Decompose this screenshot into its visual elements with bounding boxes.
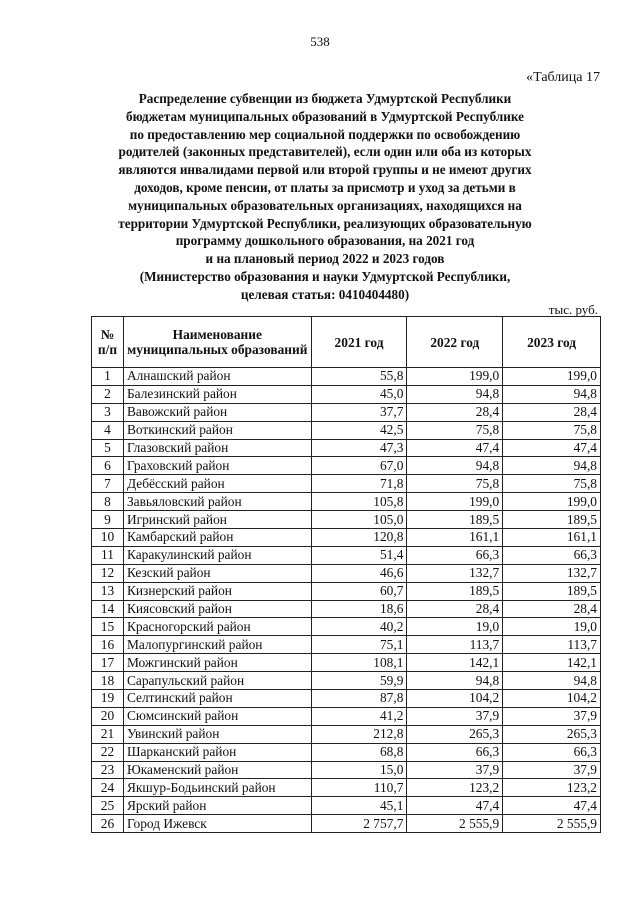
row-number: 18 [92, 672, 124, 690]
municipality-name: Завьяловский район [123, 493, 311, 511]
table-row [92, 743, 601, 761]
row-number: 5 [92, 439, 124, 457]
table-row [92, 385, 601, 403]
value-2021: 47,3 [311, 439, 407, 457]
municipality-name: Кезский район [123, 564, 311, 582]
value-2022: 37,9 [407, 707, 503, 725]
municipality-name: Сюмсинский район [123, 707, 311, 725]
value-2022: 94,8 [407, 457, 503, 475]
row-number: 16 [92, 636, 124, 654]
value-2023: 199,0 [503, 493, 601, 511]
value-2021: 41,2 [311, 707, 407, 725]
title-line: и на плановый период 2022 и 2023 годов [205, 251, 445, 267]
value-2022: 104,2 [407, 690, 503, 708]
value-2023: 75,8 [503, 421, 601, 439]
table-header-row [92, 317, 601, 368]
value-2022: 142,1 [407, 654, 503, 672]
value-2022: 66,3 [407, 546, 503, 564]
row-number: 9 [92, 511, 124, 529]
municipality-name: Увинский район [123, 725, 311, 743]
value-2023: 37,9 [503, 707, 601, 725]
header-num: № п/п [92, 317, 124, 368]
row-number: 26 [92, 815, 124, 833]
value-2021: 46,6 [311, 564, 407, 582]
title-line: муниципальных образовательных организациях, находящихся на [128, 197, 522, 213]
value-2022: 75,8 [407, 475, 503, 493]
table-row [92, 779, 601, 797]
title-line: программу дошкольного образования, на 2021 год [175, 233, 475, 249]
value-2021: 18,6 [311, 600, 407, 618]
value-2023: 28,4 [503, 600, 601, 618]
row-number: 8 [92, 493, 124, 511]
value-2021: 37,7 [311, 403, 407, 421]
row-number: 11 [92, 546, 124, 564]
document-title [60, 90, 590, 304]
title-line: доходов, кроме пенсии, от платы за присмотр и уход за детьми в [134, 179, 516, 195]
value-2022: 189,5 [407, 511, 503, 529]
row-number: 22 [92, 743, 124, 761]
title-line: Распределение субвенции из бюджета Удмуртской Республики [138, 91, 512, 106]
row-number: 6 [92, 457, 124, 475]
value-2022: 113,7 [407, 636, 503, 654]
value-2022: 199,0 [407, 368, 503, 386]
municipality-name: Сарапульский район [123, 672, 311, 690]
value-2023: 66,3 [503, 743, 601, 761]
value-2022: 123,2 [407, 779, 503, 797]
value-2023: 113,7 [503, 636, 601, 654]
value-2021: 42,5 [311, 421, 407, 439]
municipality-name: Юкаменский район [123, 761, 311, 779]
table-label: «Таблица 17 [526, 70, 600, 85]
table-row [92, 707, 601, 725]
value-2021: 105,0 [311, 511, 407, 529]
title-line: территории Удмуртской Республики, реализующих образовательную [118, 215, 532, 231]
value-2021: 105,8 [311, 493, 407, 511]
value-2023: 123,2 [503, 779, 601, 797]
value-2023: 265,3 [503, 725, 601, 743]
table-row [92, 421, 601, 439]
value-2021: 45,1 [311, 797, 407, 815]
value-2022: 2 555,9 [407, 815, 503, 833]
row-number: 2 [92, 385, 124, 403]
value-2022: 47,4 [407, 439, 503, 457]
value-2022: 94,8 [407, 672, 503, 690]
row-number: 10 [92, 529, 124, 547]
units-label: тыс. руб. [548, 302, 598, 317]
municipality-name: Дебёсский район [123, 475, 311, 493]
title-line: родителей (законных представителей), если один или оба из которых [118, 144, 532, 160]
value-2023: 132,7 [503, 564, 601, 582]
municipality-name: Алнашский район [123, 368, 311, 386]
value-2022: 189,5 [407, 582, 503, 600]
table-row [92, 511, 601, 529]
value-2021: 15,0 [311, 761, 407, 779]
value-2023: 75,8 [503, 475, 601, 493]
municipality-name: Балезинский район [123, 385, 311, 403]
value-2022: 19,0 [407, 618, 503, 636]
value-2021: 87,8 [311, 690, 407, 708]
row-number: 23 [92, 761, 124, 779]
value-2022: 37,9 [407, 761, 503, 779]
row-number: 3 [92, 403, 124, 421]
value-2023: 94,8 [503, 457, 601, 475]
table-row [92, 546, 601, 564]
value-2022: 132,7 [407, 564, 503, 582]
value-2021: 60,7 [311, 582, 407, 600]
row-number: 14 [92, 600, 124, 618]
municipality-name: Вавожский район [123, 403, 311, 421]
municipality-name: Камбарский район [123, 529, 311, 547]
row-number: 17 [92, 654, 124, 672]
value-2023: 37,9 [503, 761, 601, 779]
value-2021: 2 757,7 [311, 815, 407, 833]
value-2023: 19,0 [503, 618, 601, 636]
table-row [92, 797, 601, 815]
table-row [92, 672, 601, 690]
value-2022: 94,8 [407, 385, 503, 403]
value-2021: 45,0 [311, 385, 407, 403]
value-2022: 265,3 [407, 725, 503, 743]
row-number: 7 [92, 475, 124, 493]
value-2023: 94,8 [503, 385, 601, 403]
table-body [92, 368, 601, 833]
value-2022: 75,8 [407, 421, 503, 439]
row-number: 15 [92, 618, 124, 636]
row-number: 24 [92, 779, 124, 797]
row-number: 4 [92, 421, 124, 439]
row-number: 13 [92, 582, 124, 600]
value-2023: 104,2 [503, 690, 601, 708]
subvention-table [91, 316, 601, 833]
header-name: Наименование муниципальных образований [123, 317, 311, 368]
municipality-name: Каракулинский район [123, 546, 311, 564]
table-row [92, 761, 601, 779]
municipality-name: Якшур-Бодьинский район [123, 779, 311, 797]
title-line: бюджетам муниципальных образований в Удмуртской Республике [126, 108, 524, 124]
table-row [92, 403, 601, 421]
value-2022: 66,3 [407, 743, 503, 761]
table-row [92, 439, 601, 457]
table-row [92, 600, 601, 618]
value-2021: 108,1 [311, 654, 407, 672]
title-line: по предоставлению мер социальной поддержки по освобождению [129, 126, 521, 142]
value-2023: 94,8 [503, 672, 601, 690]
table-row [92, 529, 601, 547]
value-2021: 55,8 [311, 368, 407, 386]
municipality-name: Малопургинский район [123, 636, 311, 654]
value-2023: 142,1 [503, 654, 601, 672]
value-2023: 189,5 [503, 582, 601, 600]
row-number: 21 [92, 725, 124, 743]
value-2021: 51,4 [311, 546, 407, 564]
municipality-name: Игринский район [123, 511, 311, 529]
value-2023: 189,5 [503, 511, 601, 529]
page-number: 538 [310, 34, 330, 49]
table-row [92, 582, 601, 600]
value-2023: 161,1 [503, 529, 601, 547]
header-2021: 2021 год [311, 317, 407, 368]
municipality-name: Шарканский район [123, 743, 311, 761]
value-2023: 47,4 [503, 439, 601, 457]
municipality-name: Глазовский район [123, 439, 311, 457]
value-2023: 199,0 [503, 368, 601, 386]
row-number: 25 [92, 797, 124, 815]
municipality-name: Граховский район [123, 457, 311, 475]
title-line: являются инвалидами первой или второй группы и не имеют других [118, 162, 532, 178]
table-row [92, 457, 601, 475]
value-2023: 47,4 [503, 797, 601, 815]
value-2021: 120,8 [311, 529, 407, 547]
municipality-name: Воткинский район [123, 421, 311, 439]
municipality-name: Киясовский район [123, 600, 311, 618]
table-row [92, 690, 601, 708]
value-2022: 47,4 [407, 797, 503, 815]
municipality-name: Ярский район [123, 797, 311, 815]
value-2021: 71,8 [311, 475, 407, 493]
table-row [92, 815, 601, 833]
value-2023: 2 555,9 [503, 815, 601, 833]
value-2021: 40,2 [311, 618, 407, 636]
header-2023: 2023 год [503, 317, 601, 368]
title-line: (Министерство образования и науки Удмуртской Республики, [139, 268, 511, 284]
value-2021: 110,7 [311, 779, 407, 797]
table-row [92, 654, 601, 672]
table-row [92, 636, 601, 654]
row-number: 1 [92, 368, 124, 386]
value-2022: 199,0 [407, 493, 503, 511]
value-2021: 75,1 [311, 636, 407, 654]
value-2022: 28,4 [407, 403, 503, 421]
row-number: 20 [92, 707, 124, 725]
table-row [92, 475, 601, 493]
value-2021: 67,0 [311, 457, 407, 475]
municipality-name: Можгинский район [123, 654, 311, 672]
value-2021: 212,8 [311, 725, 407, 743]
value-2022: 28,4 [407, 600, 503, 618]
municipality-name: Селтинский район [123, 690, 311, 708]
value-2022: 161,1 [407, 529, 503, 547]
value-2023: 66,3 [503, 546, 601, 564]
value-2021: 59,9 [311, 672, 407, 690]
header-2022: 2022 год [407, 317, 503, 368]
title-line: целевая статья: 0410404480) [240, 286, 410, 302]
table-row [92, 725, 601, 743]
value-2023: 28,4 [503, 403, 601, 421]
municipality-name: Город Ижевск [123, 815, 311, 833]
table-row [92, 564, 601, 582]
value-2021: 68,8 [311, 743, 407, 761]
municipality-name: Кизнерский район [123, 582, 311, 600]
municipality-name: Красногорский район [123, 618, 311, 636]
table-row [92, 368, 601, 386]
table-row [92, 618, 601, 636]
table-row [92, 493, 601, 511]
row-number: 19 [92, 690, 124, 708]
row-number: 12 [92, 564, 124, 582]
